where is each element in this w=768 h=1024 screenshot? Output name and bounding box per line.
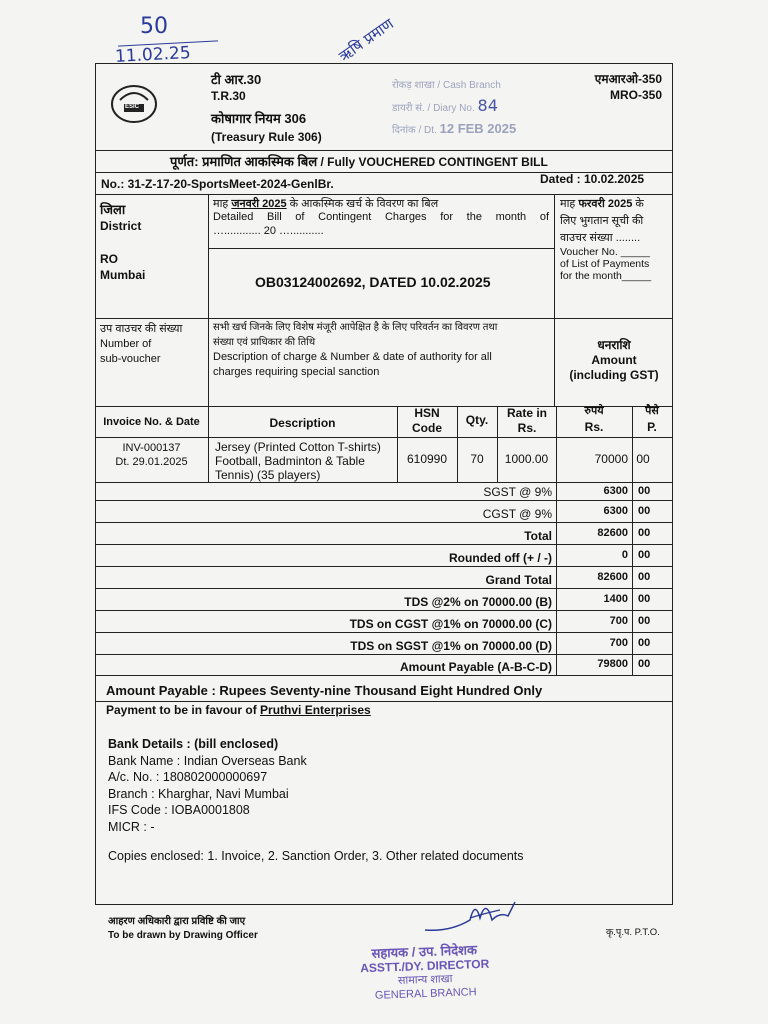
payee-line [106,703,371,717]
stamp-line2: डायरी सं. / Diary No. [392,103,475,114]
col-p [632,403,672,435]
summary-p-tds-d: 00 [638,637,651,649]
voucher-hi-post: के [635,198,644,210]
summary-rs-tds-b: 1400 [603,593,628,605]
logo-text: ESIC [125,104,140,110]
col-rs [556,403,632,435]
item-desc3: Tennis) (35 players) [215,468,321,482]
rule-hindi: कोषागार नियम 306 [211,111,307,126]
item-invoice-date: Dt. 29.01.2025 [115,456,188,468]
order-reference: OB03124002692, DATED 10.02.2025 [255,274,491,290]
bank-acno: A/c. No. : 180802000000697 [108,770,268,784]
title-separator: / [320,155,324,169]
bank-ifs: IFS Code : IOBA0001808 [108,803,250,817]
voucher-en2: of List of Payments [560,258,650,270]
month-desc-english-line2: …............ 20 …........... [213,225,324,237]
summary-label-payable: Amount Payable (A-B-C-D) [400,660,552,674]
footer-english: To be drawn by Drawing Officer [108,930,258,941]
cash-branch-stamp [392,76,560,140]
sub-voucher-label [100,322,182,367]
summary-p-rounded: 00 [638,549,651,561]
summary-p-grand: 00 [638,571,651,583]
sub-voucher-en2: sub-voucher [100,353,161,365]
payee-name: Pruthvi Enterprises [260,703,371,717]
payee-pre: Payment to be in favour of [106,703,257,717]
summary-p-payable: 00 [638,658,651,670]
item-invoice-no: INV-000137 [122,442,181,454]
item-rate: 1000.00 [504,452,549,466]
summary-label-total: Total [524,529,552,543]
item-desc1: Jersey (Printed Cotton T-shirts) [215,440,381,454]
item-rs: 70000 [594,452,628,466]
voucher-hi-line2: लिए भुगतान सूची की [560,215,644,227]
charge-desc-en1: Description of charge & Number & date of authority for all [213,351,492,363]
col-qty: Qty. [465,413,489,427]
voucher-hi-line3: वाउचर संख्या ........ [560,232,641,244]
mro-english: MRO-350 [609,88,662,102]
item-invoice [95,441,208,469]
amount-head [556,338,672,383]
bank-branch: Branch : Kharghar, Navi Mumbai [108,786,289,801]
amount-head-hi: धनराशि [597,338,631,352]
bank-details [108,736,307,835]
signature [420,890,540,940]
seal-en1: ASSTT./DY. DIRECTOR [359,956,490,976]
amount-in-words: Amount Payable : Rupees Seventy-nine Thousand Eight Hundred Only [106,683,543,698]
rule-english: (Treasury Rule 306) [211,130,322,144]
month-desc-english: Detailed Bill of Contingent Charges for the month of [213,211,549,223]
copies-enclosed: Copies enclosed: 1. Invoice, 2. Sanction Order, 3. Other related documents [108,849,524,863]
summary-label-tds-d: TDS on SGST @1% on 70000.00 (D) [350,639,552,653]
month-desc-hi-post: के आकस्मिक खर्च के विवरण का बिल [289,198,439,210]
month-desc-hi-month: जनवरी 2025 [231,198,287,210]
summary-label-rounded: Rounded off (+ / -) [449,551,552,565]
voucher-en1: Voucher No. _____ [560,246,650,258]
month-desc-hindi [213,196,438,211]
summary-rs-cgst: 6300 [603,505,628,517]
summary-p-cgst: 00 [638,505,651,517]
charge-desc-en2: charges requiring special sanction [213,366,380,378]
summary-p-tds-c: 00 [638,615,651,627]
summary-label-grand: Grand Total [485,573,552,587]
summary-p-sgst: 00 [638,485,651,497]
district-hindi: जिला [100,202,126,217]
handwritten-initials: ऋषि प्रमाण [335,14,397,66]
bank-micr: MICR : - [108,819,155,834]
summary-label-tds-b: TDS @2% on 70000.00 (B) [404,595,552,609]
stamp-date: 12 FEB 2025 [439,121,517,136]
bank-name: Bank Name : Indian Overseas Bank [108,753,307,768]
summary-rs-sgst: 6300 [603,485,628,497]
title-hindi: पूर्णत: प्रमाणित आकस्मिक बिल [170,154,318,169]
item-p: 00 [636,452,650,466]
footer-pto: कृ.पृ.प. P.T.O. [606,927,660,938]
stamp-line3: दिनांक / Dt. [392,125,437,136]
handwritten-number: 50 [140,14,168,39]
amount-head-en2: (including GST) [569,368,659,382]
col-p-hi: पैसे [645,405,659,417]
summary-rs-tds-d: 700 [609,637,628,649]
bill-title [170,152,548,170]
sub-voucher-en1: Number of [100,338,152,350]
charge-description-head [213,320,551,380]
month-desc-hi-pre: माह [213,198,229,210]
summary-rs-total: 82600 [597,527,628,539]
col-p-en: P. [647,420,657,434]
voucher-hi-pre: माह [560,198,576,210]
footer-hindi: आहरण अधिकारी द्वारा प्रविष्टि की जाए [108,916,246,927]
item-description [215,440,395,482]
tr-english: T.R.30 [211,89,246,103]
summary-label-sgst: SGST @ 9% [483,485,552,499]
director-seal [329,942,521,1005]
title-english: Fully VOUCHERED CONTINGENT BILL [327,155,548,169]
district-ro: RO [100,252,118,266]
bill-number: No.: 31-Z-17-20-SportsMeet-2024-GenlBr. [101,177,334,191]
col-rs-en: Rs. [584,420,604,434]
stamp-line1: रोकड़ शाखा / Cash Branch [392,80,501,91]
summary-rs-rounded: 0 [621,549,628,561]
bill-dated: Dated : 10.02.2025 [540,172,645,186]
tr-hindi: टी आर.30 [211,72,262,87]
handwritten-date: 11.02.25 [114,43,192,67]
summary-p-total: 00 [638,527,651,539]
bank-heading: Bank Details : (bill enclosed) [108,737,279,751]
seal-hi2: सामान्य शाखा [397,973,453,987]
mro-hindi: एमआरओ-350 [594,72,662,86]
voucher-hi-month: फरवरी 2025 [578,198,633,210]
charge-desc-hi1: सभी खर्च जिनके लिए विशेष मंजूरी आपेक्षित है के लिए परिवर्तन का विवरण तथा [213,322,498,333]
col-rs-hi: रुपये [584,405,604,417]
esic-logo [110,82,158,124]
summary-p-tds-b: 00 [638,593,651,605]
sub-voucher-hi: उप वाउचर की संख्या [100,323,183,335]
summary-rs-tds-c: 700 [609,615,628,627]
amount-head-en1: Amount [591,353,637,367]
col-hsn: HSN Code [412,406,442,435]
summary-label-cgst: CGST @ 9% [482,507,552,521]
item-qty: 70 [470,452,484,466]
seal-hi1: सहायक / उप. निदेशक [371,942,478,961]
seal-en2: GENERAL BRANCH [374,986,477,1002]
charge-desc-hi2: संख्या एवं प्राधिकार की तिथि [213,337,316,348]
summary-label-tds-c: TDS on CGST @1% on 70000.00 (C) [349,617,552,631]
col-invoice: Invoice No. & Date [103,416,200,428]
stamp-diary-no: 84 [477,96,498,115]
voucher-en3: for the month_____ [560,270,652,282]
summary-rs-payable: 79800 [597,658,628,670]
district-english: District [100,219,142,233]
item-hsn: 610990 [406,452,448,466]
item-desc2: Football, Badminton & Table [215,454,365,468]
col-description: Description [269,416,336,430]
summary-rs-grand: 82600 [597,571,628,583]
voucher-box-hindi [560,196,670,247]
voucher-box-english [560,246,651,282]
col-rate: Rate in Rs. [506,406,547,435]
district-city: Mumbai [100,268,146,282]
